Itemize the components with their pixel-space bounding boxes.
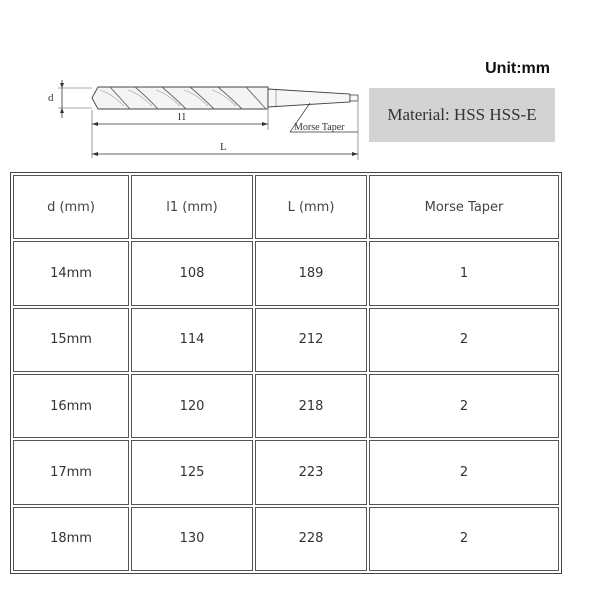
cell-L: 223	[255, 440, 367, 504]
cell-L: 218	[255, 374, 367, 438]
table-row	[13, 241, 559, 305]
table-row	[13, 440, 559, 504]
header-d: d (mm)	[13, 175, 129, 239]
cell-l1: 114	[131, 308, 253, 372]
L-label: L	[220, 141, 227, 153]
cell-morse-taper: 2	[369, 308, 559, 372]
cell-morse-taper: 1	[369, 241, 559, 305]
d-arrow-bottom	[60, 108, 64, 113]
cell-morse-taper: 2	[369, 440, 559, 504]
table-row	[13, 507, 559, 571]
cell-d: 17mm	[13, 440, 129, 504]
cell-l1: 120	[131, 374, 253, 438]
header-morse-taper: Morse Taper	[369, 175, 559, 239]
cell-L: 189	[255, 241, 367, 305]
cell-d: 14mm	[13, 241, 129, 305]
header-L: L (mm)	[255, 175, 367, 239]
cell-d: 18mm	[13, 507, 129, 571]
cell-d: 15mm	[13, 308, 129, 372]
header-l1: l1 (mm)	[131, 175, 253, 239]
cell-l1: 130	[131, 507, 253, 571]
cell-L: 212	[255, 308, 367, 372]
unit-label: Unit:mm	[485, 60, 550, 77]
l1-label: l1	[178, 111, 187, 123]
material-label: Material: HSS HSS-E	[369, 88, 555, 142]
spec-table	[10, 172, 562, 574]
d-label: d	[48, 92, 54, 104]
table-header-row	[13, 175, 559, 239]
cell-l1: 108	[131, 241, 253, 305]
cell-morse-taper: 2	[369, 507, 559, 571]
cell-morse-taper: 2	[369, 374, 559, 438]
morse-taper-label: Morse Taper	[294, 122, 345, 133]
drill-bit-drawing	[40, 66, 370, 166]
table-row	[13, 308, 559, 372]
cell-l1: 125	[131, 440, 253, 504]
d-arrow-top	[60, 83, 64, 88]
cell-L: 228	[255, 507, 367, 571]
drill-body	[92, 87, 358, 109]
table-row	[13, 374, 559, 438]
cell-d: 16mm	[13, 374, 129, 438]
